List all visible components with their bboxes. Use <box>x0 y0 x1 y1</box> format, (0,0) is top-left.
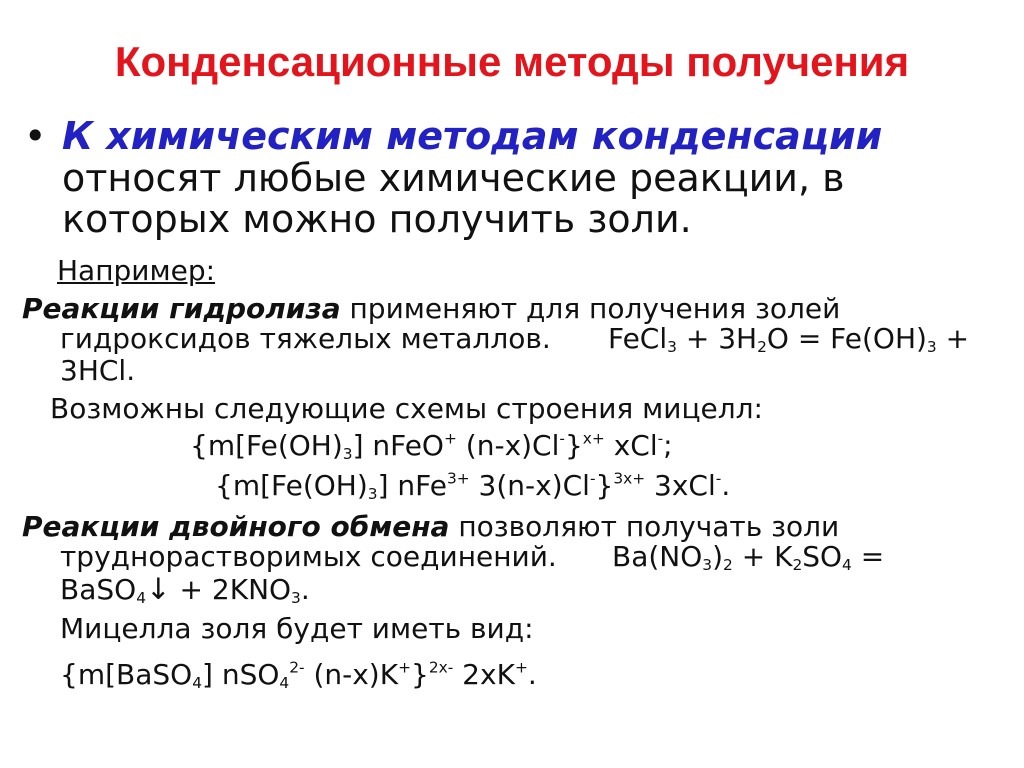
formula-superscript: x+ <box>582 429 605 448</box>
formula-part: xCl <box>604 429 658 462</box>
example-label: Например: <box>57 254 216 287</box>
formula-part: ] nFe <box>377 469 447 502</box>
formula-part: ; <box>663 429 673 462</box>
hydrolysis-paragraph-line-1 <box>22 292 840 326</box>
hydrolysis-text-line-2: гидроксидов тяжелых металлов. <box>60 322 551 355</box>
formula-part: + <box>936 322 970 355</box>
bullet-emphasis-text: К химическим методам конденсации <box>62 114 883 158</box>
formula-part: {m[Fe(OH) <box>190 429 343 462</box>
formula-part: Ba(NO <box>612 540 703 573</box>
bullet-line-2: относят любые химические реакции, в <box>62 156 845 200</box>
formula-part: 3xCl <box>645 469 716 502</box>
exchange-equation <box>612 540 884 574</box>
micelle-intro: Возможны следующие схемы строения мицелл: <box>50 392 763 425</box>
formula-subscript: 4 <box>842 555 852 574</box>
sol-micelle-intro: Мицелла золя будет иметь вид: <box>60 612 534 645</box>
formula-part: BaSO <box>60 573 137 606</box>
formula-part: SO <box>802 540 843 573</box>
formula-part: ) <box>712 540 724 573</box>
formula-subscript: 4 <box>192 673 202 692</box>
sol-micelle-formula <box>60 658 537 692</box>
bullet-marker: • <box>24 114 47 158</box>
formula-subscript: 2 <box>757 337 767 356</box>
precipitate-arrow-icon: ↓ <box>145 572 171 606</box>
formula-part: } <box>595 469 614 502</box>
formula-superscript: - <box>559 429 565 448</box>
formula-superscript: - <box>589 469 596 488</box>
formula-superscript: + <box>398 658 411 677</box>
formula-subscript: 4 <box>136 588 146 607</box>
micelle-scheme-1 <box>190 429 673 463</box>
hydrolysis-equation-end: 3HCl. <box>60 354 136 387</box>
hydrolysis-lead: Реакции гидролиза <box>22 292 341 325</box>
exchange-text: позволяют получать золи <box>458 510 840 543</box>
formula-subscript: 3 <box>667 337 677 356</box>
hydrolysis-text: применяют для получения золей <box>349 292 841 325</box>
formula-part: + 2KNO <box>170 573 292 606</box>
formula-subscript: 3 <box>702 555 713 574</box>
formula-superscript: 3+ <box>446 469 470 488</box>
formula-part: } <box>410 658 429 691</box>
exchange-lead: Реакции двойного обмена <box>22 510 450 543</box>
formula-subscript: 2 <box>723 555 733 574</box>
exchange-equation-line-2 <box>60 572 310 607</box>
slide-title: Конденсационные методы получения <box>114 38 910 85</box>
formula-superscript: 3x+ <box>613 469 646 488</box>
hydrolysis-equation <box>608 322 969 356</box>
formula-part: {m[Fe(OH) <box>215 469 368 502</box>
formula-subscript: 3 <box>342 444 353 463</box>
formula-part: (n-x)K <box>304 658 399 691</box>
formula-superscript: + <box>514 658 528 677</box>
formula-subscript: 3 <box>291 588 301 607</box>
formula-part: = <box>851 540 885 573</box>
formula-subscript: 2 <box>792 555 803 574</box>
formula-superscript: - <box>657 429 664 448</box>
formula-part: 3(n-x)Cl <box>469 469 590 502</box>
formula-subscript: 3 <box>926 337 937 356</box>
exchange-text-line-2: труднорастворимых соединений. <box>60 540 557 573</box>
formula-superscript: + <box>443 429 457 448</box>
formula-subscript: 3 <box>367 484 378 503</box>
formula-part: FeCl <box>608 322 668 355</box>
formula-part: O = Fe(OH) <box>766 322 927 355</box>
formula-part: ] nSO <box>202 658 280 691</box>
formula-part: + 3H <box>676 322 758 355</box>
exchange-paragraph-line-1 <box>22 510 839 544</box>
formula-part: } <box>564 429 583 462</box>
micelle-scheme-2 <box>215 469 730 503</box>
formula-superscript: 2x- <box>428 658 454 677</box>
formula-part: . <box>527 658 537 691</box>
formula-part: 2xK <box>453 658 515 691</box>
formula-superscript: - <box>715 469 722 488</box>
bullet-line-3: которых можно получить золи. <box>62 197 692 241</box>
formula-subscript: 4 <box>279 673 290 692</box>
formula-part: + K <box>732 540 793 573</box>
formula-part: . <box>721 469 731 502</box>
formula-part: {m[BaSO <box>60 658 193 691</box>
formula-part: ] nFeO <box>352 429 444 462</box>
formula-part: . <box>300 573 310 606</box>
formula-part: (n-x)Cl <box>456 429 560 462</box>
formula-superscript: 2- <box>289 658 305 677</box>
